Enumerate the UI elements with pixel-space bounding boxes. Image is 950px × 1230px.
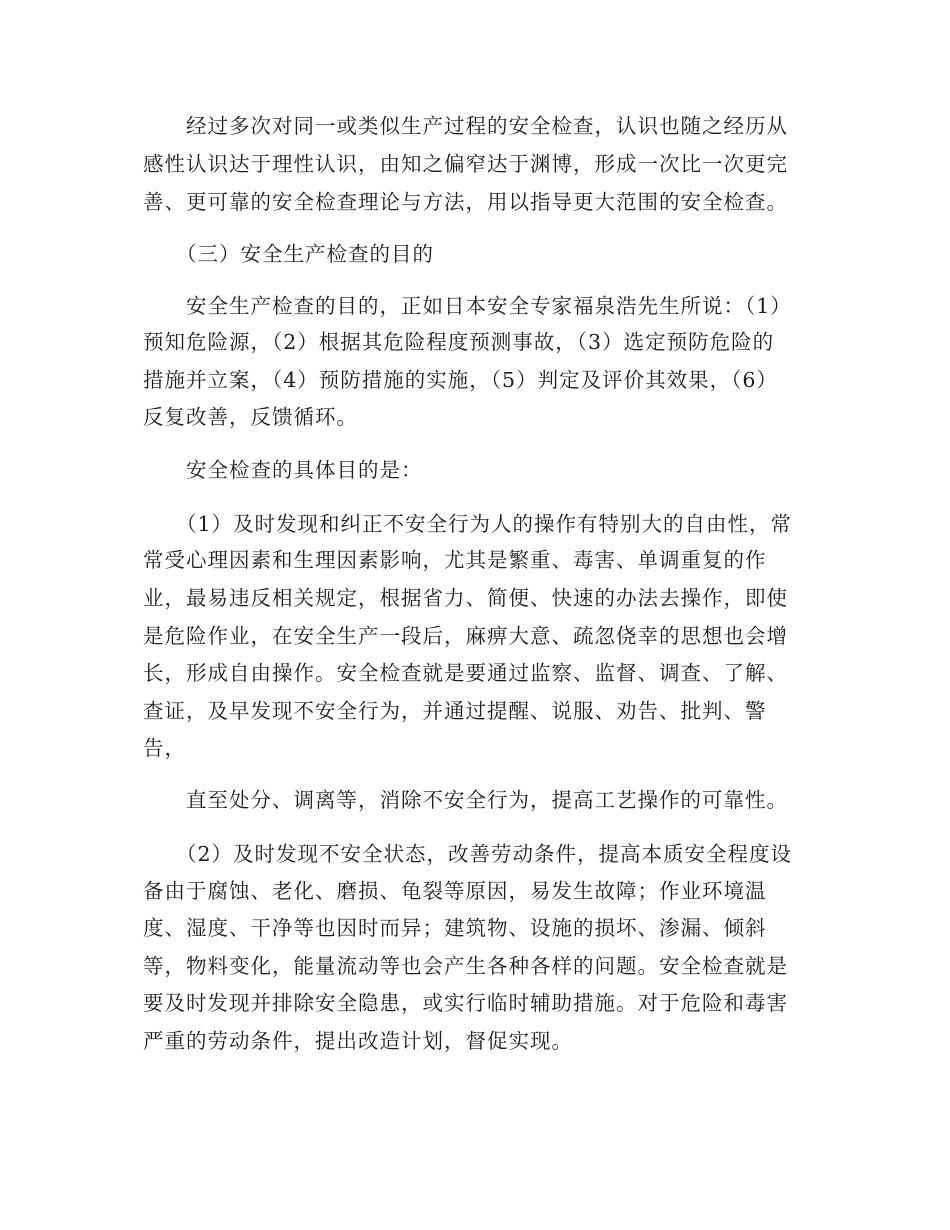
list-item-line: （1）及时发现和纠正不安全行为人的操作有特别大的自由性，常 — [176, 512, 793, 536]
paragraph-line: 感性认识达于理性认识，由知之偏窄达于渊博，形成一次比一次更完 — [143, 152, 788, 176]
list-item-line: 长，形成自由操作。安全检查就是要通过监察、监督、调查、了解、 — [143, 661, 788, 685]
list-item-line: 是危险作业，在安全生产一段后，麻痹大意、疏忽侥幸的思想也会增 — [143, 624, 788, 648]
list-item-line: （2）及时发现不安全状态，改善劳动条件，提高本质安全程度设 — [176, 842, 793, 866]
list-item-line: 业，最易违反相关规定，根据省力、简便、快速的办法去操作，即使 — [143, 586, 788, 610]
list-item-line: 告， — [143, 736, 186, 760]
list-item-line: 备由于腐蚀、老化、磨损、龟裂等原因，易发生故障；作业环境温 — [143, 879, 767, 903]
paragraph-line: 善、更可靠的安全检查理论与方法，用以指导更大范围的安全检查。 — [143, 190, 788, 214]
list-item-line: 等，物料变化，能量流动等也会产生各种各样的问题。安全检查就是 — [143, 954, 788, 978]
paragraph-line: 安全检查的具体目的是： — [186, 458, 423, 482]
paragraph-line: 措施并立案，（4）预防措施的实施，（5）判定及评价其效果，（6） — [143, 368, 778, 392]
paragraph-line: 经过多次对同一或类似生产过程的安全检查，认识也随之经历从 — [186, 114, 788, 138]
list-item-line: 查证，及早发现不安全行为，并通过提醒、说服、劝告、批判、警 — [143, 699, 767, 723]
paragraph-line: 反复改善，反馈循环。 — [143, 405, 358, 429]
list-item-line: 严重的劳动条件，提出改造计划，督促实现。 — [143, 1029, 573, 1053]
paragraph-line: 预知危险源，（2）根据其危险程度预测事故，（3）选定预防危险的 — [143, 330, 775, 354]
list-item-line: 常受心理因素和生理因素影响，尤其是繁重、毒害、单调重复的作 — [143, 548, 767, 572]
list-item-line: 要及时发现并排除安全隐患，或实行临时辅助措施。对于危险和毒害 — [143, 991, 788, 1015]
paragraph-line: 直至处分、调离等，消除不安全行为，提高工艺操作的可靠性。 — [186, 788, 788, 812]
section-heading: （三）安全生产检查的目的 — [176, 242, 434, 266]
list-item-line: 度、湿度、干净等也因时而异；建筑物、设施的损坏、渗漏、倾斜 — [143, 916, 767, 940]
paragraph-line: 安全生产检查的目的，正如日本安全专家福泉浩先生所说：（1） — [186, 294, 792, 318]
